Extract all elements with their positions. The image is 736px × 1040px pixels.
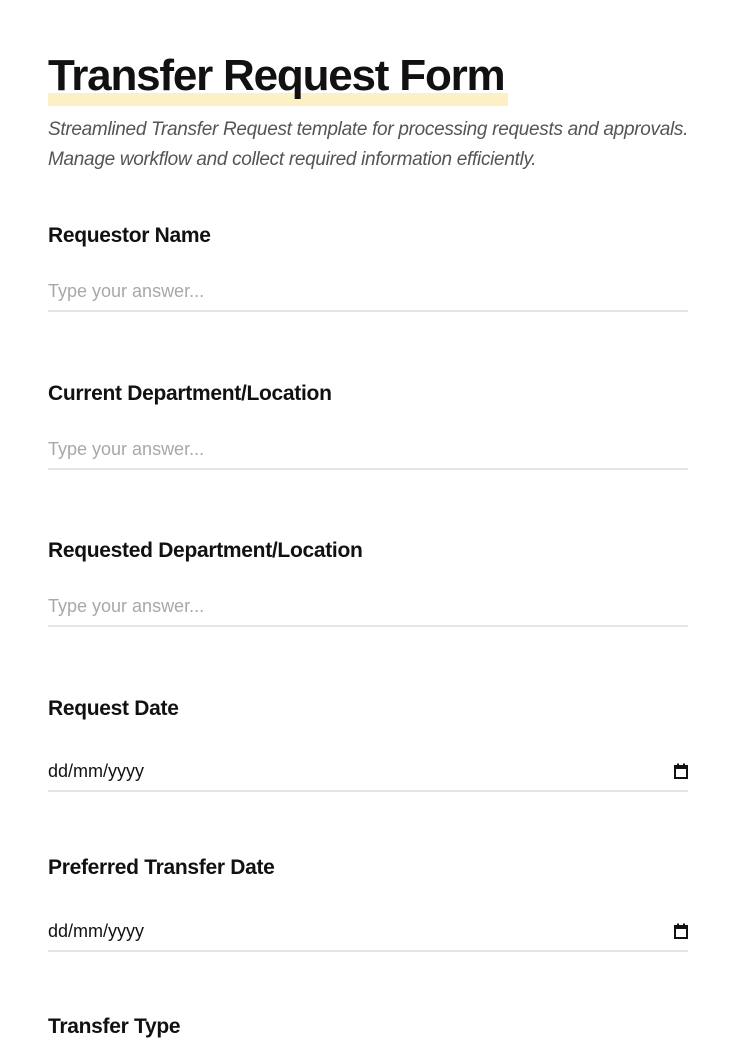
- placeholder: Type your answer...: [48, 438, 205, 459]
- field-requestor-name: [48, 223, 688, 301]
- field-label: Requestor Name: [48, 224, 211, 247]
- requestor-name-input[interactable]: [48, 272, 688, 312]
- preferred-transfer-date-input[interactable]: [48, 912, 688, 952]
- calendar-icon[interactable]: [674, 763, 688, 779]
- field-label: Transfer Type: [48, 1015, 181, 1038]
- calendar-icon[interactable]: [674, 923, 688, 939]
- form-description: Streamlined Transfer Request template for processing requests and approvals. Manage workflow and collect required information efficiently.: [48, 119, 689, 170]
- current-department-input[interactable]: [48, 430, 688, 470]
- field-transfer-type: [48, 1014, 688, 1040]
- placeholder: Type your answer...: [48, 595, 205, 616]
- field-request-date: [48, 696, 688, 781]
- page-title: Transfer Request Form: [48, 51, 505, 100]
- field-preferred-transfer-date: [48, 855, 688, 941]
- date-format: dd/mm/yyyy: [48, 920, 145, 941]
- placeholder: Type your answer...: [48, 280, 205, 301]
- field-label: Current Department/Location: [48, 382, 332, 405]
- field-label: Preferred Transfer Date: [48, 856, 275, 879]
- field-current-department: [48, 381, 688, 459]
- requested-department-input[interactable]: [48, 587, 688, 627]
- field-label: Requested Department/Location: [48, 539, 363, 562]
- request-date-input[interactable]: [48, 752, 688, 792]
- field-label: Request Date: [48, 697, 179, 720]
- field-requested-department: [48, 538, 688, 616]
- date-format: dd/mm/yyyy: [48, 760, 145, 781]
